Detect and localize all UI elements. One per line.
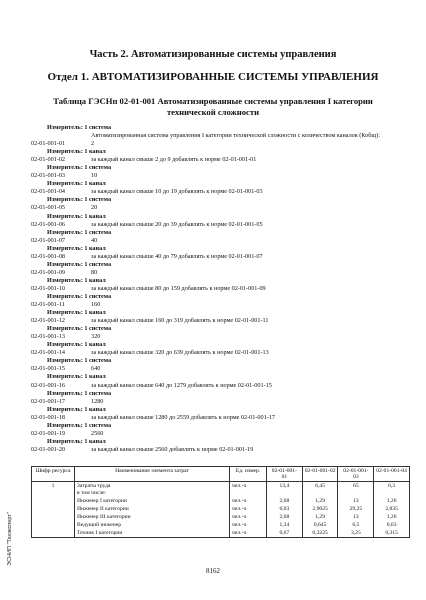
unit-cell: чел.-ч [230, 522, 267, 530]
norm-text: 320 [91, 333, 101, 341]
measure-line [31, 277, 411, 285]
header-cell: Ед. измер. [230, 467, 267, 482]
norm-code: 02-01-001-19 [31, 429, 66, 437]
resource-code-cell [32, 490, 75, 498]
norm-code: 02-01-001-03 [31, 172, 66, 180]
value-cell: 13 [338, 514, 374, 522]
page-number: 8162 [206, 567, 220, 575]
measure-label: Измеритель: 1 канал [47, 373, 106, 381]
norm-text: за каждый канал свыше 20 до 39 добавлять к норме 02-01-001-05 [91, 220, 263, 228]
cost-name-cell: Ведущий инженер [75, 522, 230, 530]
value-cell [267, 490, 303, 498]
norm-code: 02-01-001-04 [31, 188, 66, 196]
norm-line [31, 285, 411, 293]
value-cell: 6,03 [267, 506, 303, 514]
measure-label: Измеритель: 1 канал [47, 309, 106, 317]
value-cell: 3,25 [338, 529, 374, 537]
norm-code: 02-01-001-02 [31, 156, 66, 164]
norm-line [31, 398, 411, 406]
resource-code-cell [32, 514, 75, 522]
norm-code: 02-01-001-09 [31, 268, 66, 276]
table-row [32, 506, 410, 514]
section-title: Отдел 1. АВТОМАТИЗИРОВАННЫЕ СИСТЕМЫ УПРАВЛЕНИЯ [47, 71, 379, 83]
measure-line [31, 357, 411, 365]
norm-code: 02-01-001-08 [31, 252, 66, 260]
table-row [32, 522, 410, 530]
norm-text: 80 [91, 268, 98, 276]
measure-label: Измеритель: 1 система [47, 164, 112, 172]
norm-line [31, 204, 411, 212]
header-cell: Шифр ресурса [32, 467, 75, 482]
norm-lines [31, 124, 411, 454]
norm-text: 1280 [91, 397, 104, 405]
norm-code: 02-01-001-20 [31, 445, 66, 453]
value-cell: 0,315 [374, 529, 410, 537]
value-cell: 1,29 [302, 514, 338, 522]
norm-code: 02-01-001-16 [31, 381, 66, 389]
norm-line [31, 317, 411, 325]
norm-text: за каждый канал свыше 640 до 1279 добавлять к норме 02-01-001-15 [91, 381, 272, 389]
resource-code-cell [32, 529, 75, 537]
cost-table [31, 466, 410, 538]
value-cell: 13 [338, 498, 374, 506]
norm-line [31, 349, 411, 357]
intro-description: Автоматизированная система управления I категории технической сложности с количеством каналов (Кобщ): [91, 132, 380, 140]
value-cell: 0,645 [302, 522, 338, 530]
value-cell: 2,68 [267, 498, 303, 506]
measure-label: Измеритель: 1 канал [47, 148, 106, 156]
measure-line [31, 406, 411, 414]
norm-text: 10 [91, 172, 98, 180]
norm-line [31, 446, 411, 454]
value-cell: 1,26 [374, 498, 410, 506]
norm-code: 02-01-001-07 [31, 236, 66, 244]
header-cell: 02-01-001-03 [338, 467, 374, 482]
header-cell: Наименование элемента затрат [75, 467, 230, 482]
cost-name-cell: Инженер II категории [75, 506, 230, 514]
cost-name-cell: Инженер I категории [75, 498, 230, 506]
part-title: Часть 2. Автоматизированные системы управления [89, 49, 337, 60]
resource-code-cell [32, 522, 75, 530]
measure-label: Измеритель: 1 система [47, 421, 112, 429]
measure-label: Измеритель: 1 система [47, 260, 112, 268]
unit-cell: чел.-ч [230, 482, 267, 490]
measure-label: Измеритель: 1 система [47, 325, 112, 333]
value-cell: 1,34 [267, 522, 303, 530]
value-cell [338, 490, 374, 498]
measure-label: Измеритель: 1 канал [47, 405, 106, 413]
value-cell: 0,3225 [302, 529, 338, 537]
value-cell: 6,45 [302, 482, 338, 490]
value-cell: 1,29 [302, 498, 338, 506]
value-cell [302, 490, 338, 498]
norm-code: 02-01-001-11 [31, 301, 65, 309]
measure-label: Измеритель: 1 система [47, 196, 112, 204]
norm-line [31, 237, 411, 245]
measure-line [31, 309, 411, 317]
value-cell: 2,9025 [302, 506, 338, 514]
norm-line [31, 253, 411, 261]
measure-line [31, 229, 411, 237]
cost-name-cell: Инженер III категории [75, 514, 230, 522]
table-title [0, 96, 426, 117]
norm-line [31, 172, 411, 180]
norm-line [31, 333, 411, 341]
norm-code: 02-01-001-13 [31, 333, 66, 341]
table-row [32, 514, 410, 522]
measure-line [31, 245, 411, 253]
norm-line [31, 221, 411, 229]
cost-name-cell: в том числе: [75, 490, 230, 498]
cost-table-header [32, 467, 410, 482]
table-row [32, 529, 410, 537]
table-row [32, 490, 410, 498]
value-cell: 0,67 [267, 529, 303, 537]
value-cell: 0,63 [374, 522, 410, 530]
norm-code: 02-01-001-15 [31, 365, 66, 373]
cost-name-cell: Техник I категории [75, 529, 230, 537]
norm-text: 2 [91, 140, 95, 148]
measure-label: Измеритель: 1 система [47, 357, 112, 365]
norm-line [31, 188, 411, 196]
measure-line [31, 341, 411, 349]
value-cell: 6,5 [338, 522, 374, 530]
measure-label: Измеритель: 1 канал [47, 276, 106, 284]
intro-measure: Измеритель: 1 система [47, 124, 112, 131]
value-cell: 65 [338, 482, 374, 490]
table-title-line2: технической сложности [166, 106, 260, 117]
measure-label: Измеритель: 1 система [47, 292, 112, 300]
header-cell: 02-01-001-04 [374, 467, 410, 482]
measure-label: Измеритель: 1 канал [47, 341, 106, 349]
measure-label: Измеритель: 1 канал [47, 212, 106, 220]
measure-line [31, 325, 411, 333]
measure-label: Измеритель: 1 канал [47, 244, 106, 252]
norm-text: за каждый канал свыше 320 до 639 добавлять к норме 02-01-001-13 [91, 349, 269, 357]
norm-code: 02-01-001-10 [31, 284, 66, 292]
resource-code-cell [32, 506, 75, 514]
measure-line [31, 293, 411, 301]
norm-code: 02-01-001-17 [31, 397, 66, 405]
measure-line [31, 422, 411, 430]
value-cell: 1,26 [374, 514, 410, 522]
measure-label: Измеритель: 1 система [47, 228, 112, 236]
measure-line [31, 373, 411, 381]
norm-text: за каждый канал свыше 40 до 79 добавлять к норме 02-01-001-07 [91, 252, 263, 260]
norm-text: за каждый канал свыше 1280 до 2559 добавлять к норме 02-01-001-17 [91, 413, 275, 421]
unit-cell: чел.-ч [230, 514, 267, 522]
norm-text: за каждый канал свыше 2 до 9 добавлять к норме 02-01-001-01 [91, 156, 257, 164]
norm-code: 02-01-001-12 [31, 317, 66, 325]
header-cell: 02-01-001-02 [302, 467, 338, 482]
measure-line [31, 148, 411, 156]
side-label: ЭСНИП "Техэксперт" [7, 512, 13, 566]
table-row [32, 498, 410, 506]
table-title-line1: Таблица ГЭСНп 02-01-001 Автоматизированные системы управления I категории [53, 96, 373, 106]
measure-label: Измеритель: 1 канал [47, 180, 106, 188]
norm-line [31, 301, 411, 309]
unit-cell: чел.-ч [230, 529, 267, 537]
measure-line [31, 196, 411, 204]
norm-code: 02-01-001-06 [31, 220, 66, 228]
measure-line [31, 438, 411, 446]
measure-line [31, 180, 411, 188]
header-cell: 02-01-001-01 [267, 467, 303, 482]
norm-text: 640 [91, 365, 101, 373]
value-cell: 13,4 [267, 482, 303, 490]
value-cell [374, 490, 410, 498]
norm-line [31, 382, 411, 390]
table-row [32, 482, 410, 490]
norm-line [31, 156, 411, 164]
norm-text: за каждый канал свыше 80 до 159 добавлять к норме 02-01-001-09 [91, 284, 266, 292]
measure-label: Измеритель: 1 система [47, 389, 112, 397]
norm-line [31, 269, 411, 277]
norm-code: 02-01-001-05 [31, 204, 66, 212]
cost-name-cell: Затраты труда [75, 482, 230, 490]
unit-cell: чел.-ч [230, 506, 267, 514]
resource-code-cell: 1 [32, 482, 75, 490]
measure-line [31, 164, 411, 172]
value-cell: 2,68 [267, 514, 303, 522]
norm-line [31, 414, 411, 422]
norm-text: 20 [91, 204, 98, 212]
measure-label: Измеритель: 1 канал [47, 437, 106, 445]
norm-line [31, 430, 411, 438]
norm-text: за каждый канал свыше 160 до 319 добавлять к норме 02-01-001-11 [91, 317, 269, 325]
measure-line [31, 261, 411, 269]
norm-text: за каждый канал свыше 10 до 19 добавлять к норме 02-01-001-03 [91, 188, 263, 196]
norm-text: 40 [91, 236, 98, 244]
measure-line [31, 213, 411, 221]
value-cell: 29,25 [338, 506, 374, 514]
unit-cell [230, 490, 267, 498]
value-cell: 2,835 [374, 506, 410, 514]
resource-code-cell [32, 498, 75, 506]
norm-text: 160 [91, 301, 101, 309]
norm-text: за каждый канал свыше 2560 добавлять к норме 02-01-001-19 [91, 445, 254, 453]
unit-cell: чел.-ч [230, 498, 267, 506]
norm-line [31, 365, 411, 373]
norm-code: 02-01-001-18 [31, 413, 66, 421]
norm-code: 02-01-001-01 [31, 140, 66, 148]
measure-line [31, 390, 411, 398]
norm-line [31, 140, 411, 148]
value-cell: 6,3 [374, 482, 410, 490]
norm-text: 2560 [91, 429, 104, 437]
norm-code: 02-01-001-14 [31, 349, 66, 357]
